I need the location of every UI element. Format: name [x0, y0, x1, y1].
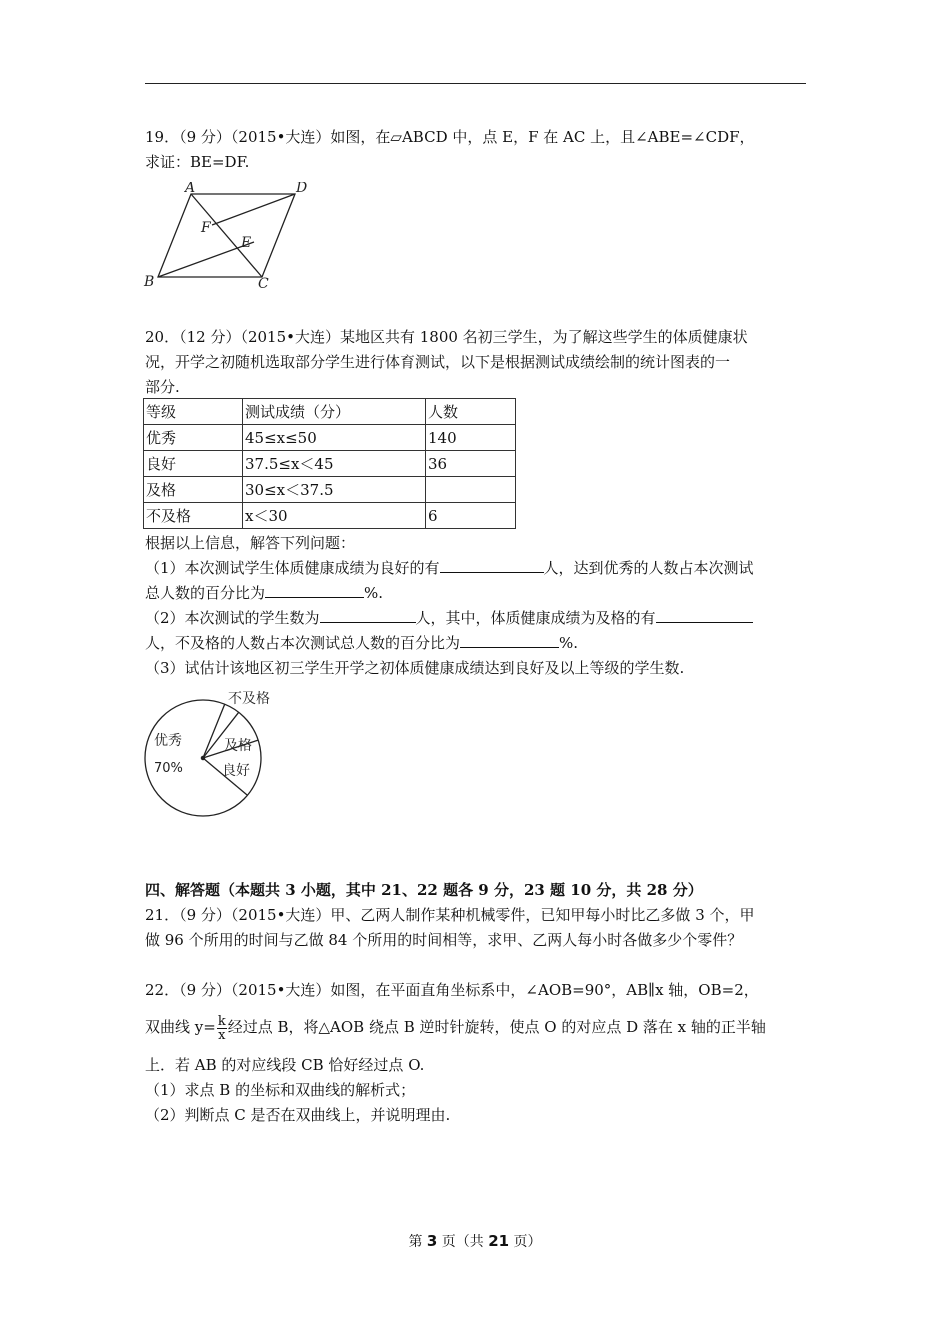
table-row: [144, 477, 516, 503]
table-cell: 良好: [144, 451, 243, 477]
q20-line-2: 况，开学之初随机选取部分学生进行体育测试，以下是根据测试成绩绘制的统计图表的一: [145, 353, 731, 371]
answer-blank[interactable]: [440, 558, 544, 573]
pie-label-excellent-percent: 70%: [154, 761, 183, 776]
answer-blank[interactable]: [320, 608, 416, 623]
table-header-cell: 测试成绩（分）: [243, 399, 426, 425]
q19-line-2: 求证：BE=DF.: [145, 153, 250, 171]
table-cell: 优秀: [144, 425, 243, 451]
parallelogram-figure: [140, 182, 320, 292]
table-header-cell: 等级: [144, 399, 243, 425]
q22-line-2: [145, 1013, 766, 1042]
q20-part2-text-c: 人，不及格的人数占本次测试总人数的百分比为: [145, 634, 461, 652]
answer-blank[interactable]: [460, 633, 559, 648]
q20-part2-text-d: %.: [559, 634, 579, 652]
footer-text-pre: 第: [408, 1234, 427, 1250]
footer-text-mid: 页（共: [437, 1234, 489, 1250]
fraction-k-over-x: [217, 1015, 227, 1042]
pie-label-fail: 不及格: [228, 691, 270, 707]
pie-label-excellent: 优秀: [154, 733, 182, 749]
q20-part2-line1: [145, 608, 753, 628]
pie-chart: [140, 683, 290, 823]
section-4-title: 四、解答题（本题共 3 小题，其中 21、22 题各 9 分，23 题 10 分，共 28 分）: [145, 881, 703, 899]
footer-total-pages: 21: [488, 1232, 510, 1250]
q22-line-1: 22．（9 分）（2015•大连）如图，在平面直角坐标系中，∠AOB=90°，AB∥x 轴，OB=2，: [145, 981, 759, 999]
q19-line-1: 19．（9 分）（2015•大连）如图，在▱ABCD 中，点 E，F 在 AC 上，且∠ABE=∠CDF，: [145, 128, 755, 146]
label-e: E: [241, 235, 252, 251]
q22-part1: （1）求点 B 的坐标和双曲线的解析式；: [145, 1081, 416, 1099]
q20-intro: 根据以上信息，解答下列问题：: [145, 534, 356, 552]
footer-text-post: 页）: [509, 1234, 542, 1250]
q22-text-a: 双曲线 y=: [145, 1018, 216, 1036]
table-cell: 37.5≤x＜45: [243, 451, 426, 477]
page-footer: [0, 1231, 950, 1251]
header-rule: [145, 83, 806, 84]
label-c: C: [258, 276, 269, 292]
table-header-row: [144, 399, 516, 425]
q22-part2: （2）判断点 C 是否在双曲线上，并说明理由.: [145, 1106, 451, 1124]
q20-part2-line2: [145, 633, 578, 653]
q21-line-2: 做 96 个所用的时间与乙做 84 个所用的时间相等，求甲、乙两人每小时各做多少个零件？: [145, 931, 743, 949]
q20-line-1: 20．（12 分）（2015•大连）某地区共有 1800 名初三学生，为了解这些学生的体质健康状: [145, 328, 748, 346]
table-row: [144, 425, 516, 451]
q21-line-1: 21．（9 分）（2015•大连）甲、乙两人制作某种机械零件，已知甲每小时比乙多做 3 个，甲: [145, 906, 755, 924]
segment-be: [158, 242, 254, 277]
q20-part1-text-c: 总人数的百分比为: [145, 584, 266, 602]
table-cell: 不及格: [144, 503, 243, 529]
pie-divider-0: [203, 704, 225, 758]
table-cell: 140: [426, 425, 516, 451]
q20-part2-text-b: 人，其中，体质健康成绩为及格的有: [415, 609, 656, 627]
table-cell: x＜30: [243, 503, 426, 529]
fraction-numerator: k: [217, 1013, 226, 1029]
footer-page-number: 3: [426, 1232, 438, 1250]
q20-part2-text-a: （2）本次测试的学生数为: [145, 609, 320, 627]
pie-label-pass: 及格: [224, 738, 252, 754]
label-a: A: [185, 182, 196, 196]
segment-df: [212, 194, 295, 225]
q22-line-3: 上．若 AB 的对应线段 CB 恰好经过点 O.: [145, 1056, 425, 1074]
label-f: F: [201, 220, 211, 236]
q20-part1-line2: [145, 583, 383, 603]
table-row: [144, 451, 516, 477]
table-cell: 6: [426, 503, 516, 529]
table-cell: 及格: [144, 477, 243, 503]
q20-part1-text-a: （1）本次测试学生体质健康成绩为良好的有: [145, 559, 440, 577]
q20-part1-text-d: %.: [364, 584, 384, 602]
pie-label-good: 良好: [222, 763, 250, 779]
q22-text-b: 经过点 B，将△AOB 绕点 B 逆时针旋转，使点 O 的对应点 D 落在 x 轴的正半轴: [227, 1018, 766, 1036]
q20-part1-line1: [145, 558, 754, 578]
pie-center: [201, 756, 204, 759]
label-b: B: [144, 274, 155, 290]
fraction-denominator: x: [218, 1027, 226, 1043]
answer-blank[interactable]: [265, 583, 364, 598]
answer-blank[interactable]: [656, 608, 753, 623]
table-cell: 45≤x≤50: [243, 425, 426, 451]
grade-table: [143, 398, 516, 529]
table-cell: 36: [426, 451, 516, 477]
table-header-cell: 人数: [426, 399, 516, 425]
q20-part1-text-b: 人，达到优秀的人数占本次测试: [543, 559, 754, 577]
table-cell: [426, 477, 516, 503]
table-cell: 30≤x＜37.5: [243, 477, 426, 503]
q20-part3: （3）试估计该地区初三学生开学之初体质健康成绩达到良好及以上等级的学生数.: [145, 659, 685, 677]
label-d: D: [296, 182, 308, 196]
table-row: [144, 503, 516, 529]
q20-line-3: 部分.: [145, 378, 180, 396]
